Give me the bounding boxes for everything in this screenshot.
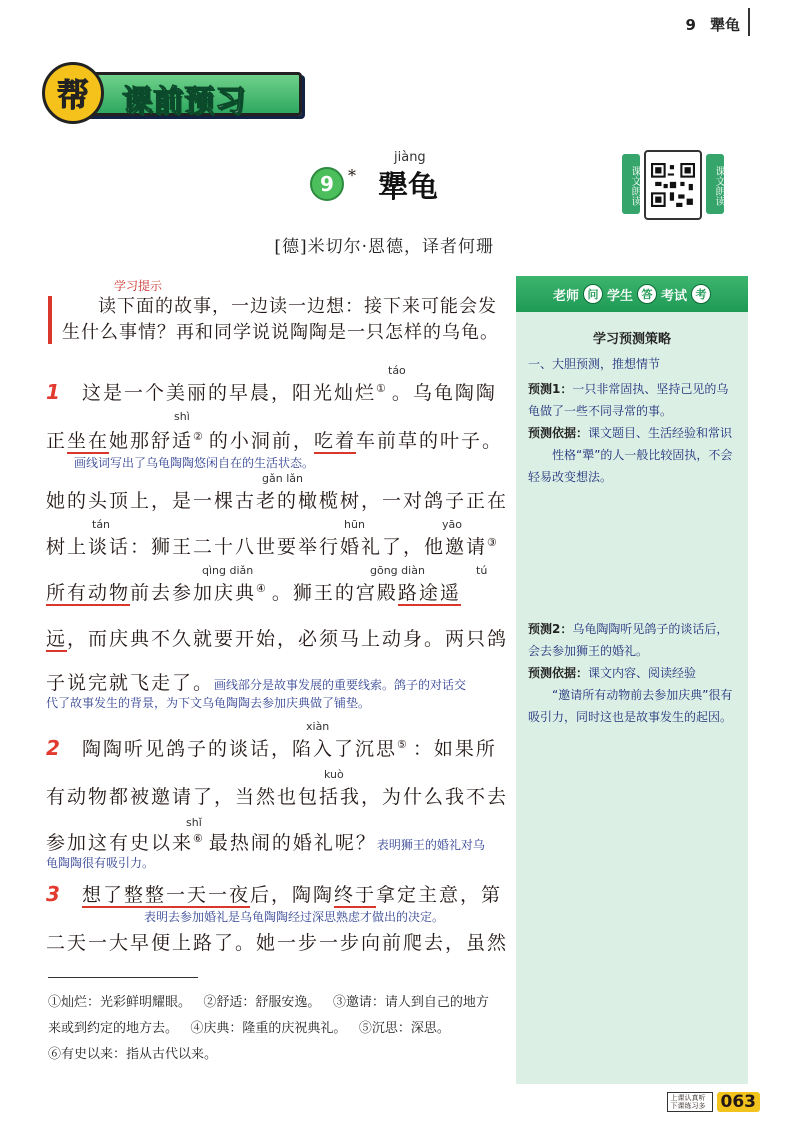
pinyin-shi: shì — [174, 410, 190, 423]
footnotes — [48, 990, 508, 1068]
footnote-6: ⑥有史以来：指从古代以来。 — [48, 1047, 218, 1062]
annotation-note: 画线部分是故事发展的重要线索。鸽子的对话交 — [214, 678, 467, 692]
footnote-5: ⑤沉思：深思。 — [358, 1021, 450, 1036]
p1-line-6 — [46, 624, 508, 651]
footnote-marker: ④ — [256, 581, 268, 595]
basis-2-note: “邀请所有动物前去参加庆典”很有吸引力，同时这也是故事发生的起因。 — [528, 688, 733, 724]
prediction-label: 预测1： — [528, 382, 573, 396]
text-run: 这是一个美丽的早晨，阳光灿烂 — [82, 382, 377, 404]
p1-line-7 — [46, 668, 466, 695]
footnote-marker: ② — [193, 429, 205, 443]
p1-line-3: 她的头顶上，是一棵古老的橄榄树，一对鸽子正在 — [46, 490, 509, 512]
text-run: ：如果所 — [412, 738, 497, 760]
pinyin-ganlan: gǎn lǎn — [262, 472, 303, 485]
basis-2 — [516, 662, 748, 684]
pinyin-xian: xiàn — [306, 720, 330, 733]
header-divider — [748, 8, 750, 36]
p1-line-4 — [46, 532, 503, 559]
underlined-phrase: 路途遥 — [397, 582, 461, 604]
ask-icon: 问 — [583, 284, 603, 304]
text-run: 参加这有史以来 — [46, 832, 194, 854]
annotation-note: 龟陶陶很有吸引力。 — [46, 856, 155, 870]
basis-1-note: 性格“犟”的人一般比较固执，不会轻易改变想法。 — [528, 448, 733, 484]
text-run: 后，陶陶 — [250, 884, 335, 906]
hint-text: 读下面的故事，一边读一边想：接下来可能会发生什么事情？再和同学说说陶陶是一只怎样的乌龟。 — [62, 296, 499, 343]
p1-line-2 — [46, 426, 503, 453]
paragraph-3 — [46, 880, 509, 970]
footnote-2: ②舒适：舒服安逸。 — [203, 995, 321, 1010]
sidebar-subtitle: 一、大胆预测，推想情节 — [528, 357, 661, 371]
header-student: 学生 — [606, 288, 633, 304]
p1-line-5 — [46, 578, 461, 605]
pinyin-tan: tán — [92, 518, 111, 531]
pinyin-hun: hūn — [344, 518, 365, 531]
hint-label: 学习提示 — [114, 279, 163, 293]
qr-code-block[interactable] — [622, 150, 724, 222]
text-run: 陶陶听见鸽子的谈话，陷入了沉思 — [82, 738, 398, 760]
p3-line-2: 二天一大早便上路了。她一步一步向前爬去，虽然 — [46, 932, 509, 954]
banner-label: 课前预习 — [122, 84, 246, 119]
title-pinyin: jiàng — [394, 150, 426, 165]
underlined-phrase: 所有动物 — [46, 582, 131, 604]
learning-hint — [48, 294, 508, 346]
prediction-text: 一只非常固执、坚持己见的乌龟做了一些不同寻常的事。 — [528, 382, 729, 418]
test-icon: 考 — [691, 284, 711, 304]
p2-line-2: 有动物都被邀请了，当然也包括我，为什么我不去 — [46, 786, 509, 808]
footnote-row-2 — [48, 1016, 508, 1042]
pinyin-tao: táo — [388, 364, 406, 377]
footnote-rule — [48, 977, 198, 978]
paragraph-1 — [46, 364, 509, 710]
prediction-2 — [516, 618, 748, 662]
paragraph-number: 3 — [46, 882, 62, 906]
text-run: 最热闹的婚礼呢？ — [208, 832, 377, 854]
sidebar-header — [516, 276, 748, 312]
qr-code[interactable] — [644, 150, 702, 220]
underlined-phrase: 吃着 — [313, 430, 356, 452]
qr-code-icon — [651, 157, 695, 213]
annotation-note: 画线词写出了乌龟陶陶悠闲自在的生活状态。 — [74, 456, 315, 470]
text-run: 拿定主意，第 — [376, 884, 503, 906]
annotation-note: 表明狮王的婚礼对乌 — [376, 838, 485, 852]
p2-line-3 — [46, 828, 485, 855]
footnote-row-1 — [48, 990, 508, 1016]
qr-right-label: 课文朗读 — [706, 154, 724, 214]
badge-char: 帮 — [56, 76, 89, 114]
text-run: 正 — [46, 430, 68, 452]
p3-line-1 — [46, 880, 502, 907]
pinyin-tu: tú — [476, 564, 488, 577]
annotation-note: 表明去参加婚礼是乌龟陶陶经过深思熟虑才做出的决定。 — [144, 910, 445, 924]
footnote-marker: ⑥ — [193, 831, 205, 845]
footnote-1: ①灿烂：光彩鲜明耀眼。 — [48, 995, 192, 1010]
page-number: 063 — [717, 1092, 761, 1112]
author-line: [德]米切尔·恩德，译者何珊 — [274, 237, 494, 257]
pinyin-gongdian: gōng diàn — [370, 564, 425, 577]
basis-text: 课文题目、生活经验和常识 — [588, 426, 733, 440]
page-slogan: 上课认真听 下课练习多 — [667, 1092, 713, 1112]
footnote-marker: ③ — [487, 535, 499, 549]
footnote-marker: ① — [376, 381, 388, 395]
sidebar-panel — [516, 276, 748, 1084]
pinyin-shi2: shǐ — [186, 816, 202, 829]
text-run: 子说完就飞走了。 — [46, 672, 215, 694]
prediction-1 — [516, 378, 748, 422]
underlined-phrase: 远 — [46, 628, 68, 650]
paragraph-number: 2 — [46, 736, 62, 760]
lesson-title-row — [310, 162, 438, 206]
text-run: 的小洞前， — [208, 430, 314, 452]
qr-left-label: 课文朗读 — [622, 154, 640, 214]
footnote-3-cont: 来或到约定的地方去。 — [48, 1021, 179, 1036]
underlined-phrase: 坐在 — [67, 430, 110, 452]
prediction-label: 预测2： — [528, 622, 573, 636]
basis-label: 预测依据： — [528, 666, 589, 680]
pinyin-yao: yāo — [442, 518, 462, 531]
text-run: 树上谈话：狮王二十八世要举行婚礼了，他邀请 — [46, 536, 488, 558]
text-run: 。乌龟陶陶 — [391, 382, 497, 404]
header-exam: 考试 — [661, 288, 688, 304]
header-teacher: 老师 — [552, 288, 579, 304]
footnote-marker: ⑤ — [397, 737, 409, 751]
text-run: 她那舒适 — [109, 430, 194, 452]
paragraph-number: 1 — [46, 380, 62, 404]
annotation-note: 代了故事发生的背景，为下文乌龟陶陶去参加庆典做了铺垫。 — [46, 696, 371, 710]
section-banner — [40, 62, 302, 124]
text-run: ，而庆典不久就要开始，必须马上动身。两只鸽 — [67, 628, 509, 650]
footnote-3: ③邀请：请人到自己的地方 — [332, 995, 489, 1010]
footnote-row-3 — [48, 1042, 508, 1068]
lesson-title: 犟龟 — [378, 170, 438, 205]
page-number-block — [667, 1092, 761, 1112]
basis-text: 课文内容、阅读经验 — [588, 666, 697, 680]
text-run: 。狮王的宫殿 — [271, 582, 398, 604]
lesson-number-badge: 9 — [310, 167, 344, 201]
pinyin-kuo: kuò — [324, 768, 344, 781]
p1-line-1 — [46, 378, 497, 405]
sidebar-title: 学习预测策略 — [592, 332, 671, 347]
answer-icon: 答 — [637, 284, 657, 304]
basis-label: 预测依据： — [528, 426, 589, 440]
basis-1 — [516, 422, 748, 444]
running-lesson-number: 9 — [685, 15, 696, 34]
prediction-text: 乌龟陶陶听见鸽子的谈话后，会去参加狮王的婚礼。 — [528, 622, 729, 658]
running-lesson-title: 犟龟 — [709, 16, 740, 34]
underlined-phrase: 想了整整一天一夜 — [82, 884, 251, 906]
banner-badge — [42, 62, 104, 124]
pinyin-qingdian: qìng diǎn — [202, 564, 254, 577]
self-study-star: * — [348, 165, 356, 185]
text-run: 前去参加庆典 — [130, 582, 257, 604]
p2-line-1 — [46, 734, 497, 761]
underlined-phrase: 终于 — [334, 884, 377, 906]
footnote-4: ④庆典：隆重的庆祝典礼。 — [190, 1021, 347, 1036]
hint-bar — [48, 296, 52, 344]
running-header — [686, 14, 740, 35]
paragraph-2 — [46, 720, 509, 872]
text-run: 车前草的叶子。 — [355, 430, 503, 452]
